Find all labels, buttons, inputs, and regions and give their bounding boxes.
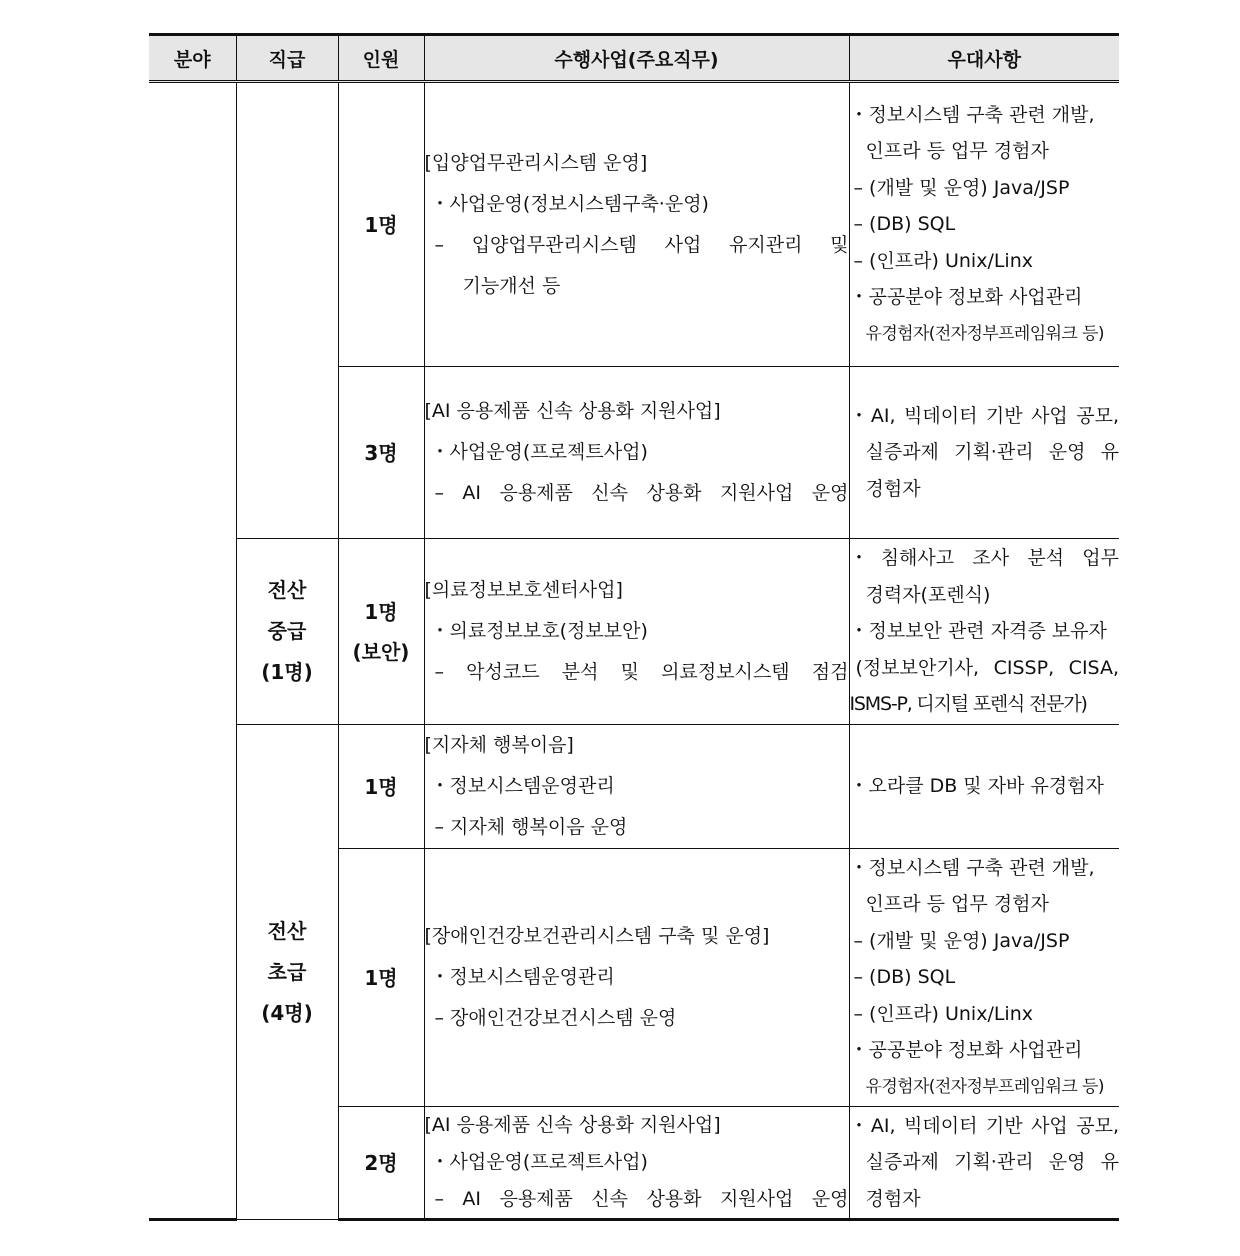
pref-line: ・침해사고 조사 분석 업무 (849, 547, 1119, 570)
count-value: 1명 (364, 965, 398, 990)
pref-line: 실증과제 기획·관리 운영 유 (865, 1151, 1119, 1174)
count-cell (338, 849, 424, 1107)
pref-line: 경험자 (865, 1187, 921, 1210)
preference-cell (849, 849, 1119, 1107)
pref-line: ・정보시스템 구축 관련 개발, (849, 103, 1095, 126)
duty-subitem: – AI 응용제품 신속 상용화 지원사업 운영 (434, 1188, 849, 1210)
grade-level: 중급 (267, 619, 307, 643)
header-count: 인원 (338, 35, 424, 82)
pref-line: ・공공분야 정보화 사업관리 (849, 286, 1083, 309)
pref-line: 유경험자(전자정부프레임워크 등) (865, 1076, 1104, 1097)
header-field: 분야 (149, 35, 236, 82)
duty-cell (424, 539, 849, 725)
duty-title: [장애인건강보건관리시스템 구축 및 운영] (424, 925, 770, 947)
grade-label: 전산 (267, 578, 307, 602)
duty-item: ・정보시스템운영관리 (430, 775, 615, 797)
duty-subitem: – 입양업무관리시스템 사업 유지관리 및 (434, 233, 849, 256)
table-row (149, 725, 1119, 849)
duty-item: ・정보시스템운영관리 (430, 966, 615, 988)
count-value: 1명 (364, 599, 398, 624)
count-cell (338, 82, 424, 367)
pref-line: – (개발 및 운영) Java/JSP (853, 176, 1070, 199)
pref-line: 인프라 등 업무 경험자 (865, 893, 1049, 916)
grade-count: (1명) (261, 660, 313, 684)
duty-title: [입양업무관리시스템 운영] (424, 151, 648, 174)
header-preference: 우대사항 (849, 35, 1119, 82)
duty-cell (424, 1107, 849, 1220)
recruitment-table (149, 33, 1119, 1221)
duty-cell (424, 725, 849, 849)
pref-line: ・정보시스템 구축 관련 개발, (849, 856, 1095, 879)
count-cell (338, 1107, 424, 1220)
duty-subitem-cont: 기능개선 등 (462, 274, 561, 297)
grade-cell-mid (236, 539, 338, 725)
table-row (149, 82, 1119, 367)
pref-line: ・정보보안 관련 자격증 보유자 (849, 620, 1107, 643)
pref-line: 경험자 (865, 477, 921, 500)
duty-title: [의료정보보호센터사업] (424, 579, 623, 601)
pref-line: 유경험자(전자정부프레임워크 등) (865, 323, 1104, 344)
pref-line: – (개발 및 운영) Java/JSP (853, 929, 1070, 952)
duty-cell (424, 849, 849, 1107)
duty-subitem: – AI 응용제품 신속 상용화 지원사업 운영 (434, 482, 849, 504)
pref-line: ・오라클 DB 및 자바 유경험자 (849, 775, 1104, 798)
duty-item: ・사업운영(프로젝트사업) (430, 1151, 648, 1173)
pref-line: (정보보안기사, CISSP, CISA, (855, 656, 1119, 679)
duty-item: ・사업운영(프로젝트사업) (430, 441, 648, 463)
count-note: (보안) (352, 639, 410, 664)
header-grade: 직급 (236, 35, 338, 82)
grade-level: 초급 (267, 959, 307, 984)
pref-line: ・AI, 빅데이터 기반 사업 공모, (849, 404, 1119, 427)
count-value: 1명 (364, 212, 398, 237)
duty-title: [지자체 행복이음] (424, 734, 574, 756)
header-row (149, 35, 1119, 82)
pref-line: 실증과제 기획·관리 운영 유 (865, 441, 1119, 464)
pref-line: 인프라 등 업무 경험자 (865, 140, 1049, 163)
duty-item: ・사업운영(정보시스템구축·운영) (430, 192, 709, 215)
duty-subitem: – 장애인건강보건시스템 운영 (434, 1007, 677, 1029)
grade-count: (4명) (261, 1000, 313, 1025)
duty-item: ・의료정보보호(정보보안) (430, 620, 648, 642)
count-cell (338, 539, 424, 725)
header-duty: 수행사업(주요직무) (424, 35, 849, 82)
field-cell (149, 82, 236, 1220)
preference-cell (849, 1107, 1119, 1220)
duty-cell (424, 82, 849, 367)
pref-line: ・공공분야 정보화 사업관리 (849, 1039, 1083, 1062)
table-row (149, 539, 1119, 725)
grade-cell-empty (236, 82, 338, 539)
count-cell (338, 725, 424, 849)
pref-line: 경력자(포렌식) (865, 583, 991, 606)
pref-line: ・AI, 빅데이터 기반 사업 공모, (849, 1114, 1119, 1137)
duty-subitem: – 지자체 행복이음 운영 (434, 816, 628, 838)
count-value: 1명 (364, 774, 398, 799)
duty-title: [AI 응용제품 신속 상용화 지원사업] (424, 1114, 721, 1136)
pref-line: – (인프라) Unix/Linx (853, 1002, 1033, 1025)
duty-title: [AI 응용제품 신속 상용화 지원사업] (424, 400, 721, 422)
pref-line: – (DB) SQL (853, 966, 956, 989)
preference-cell (849, 367, 1119, 539)
grade-label: 전산 (267, 918, 307, 943)
pref-line: – (DB) SQL (853, 213, 956, 236)
pref-line: – (인프라) Unix/Linx (853, 249, 1033, 272)
duty-cell (424, 367, 849, 539)
count-value: 3명 (364, 440, 398, 465)
grade-cell-junior (236, 725, 338, 1220)
preference-cell (849, 725, 1119, 849)
count-cell (338, 367, 424, 539)
pref-line: ISMS-P, 디지털 포렌식 전문가) (849, 693, 1087, 716)
count-value: 2명 (364, 1150, 398, 1175)
preference-cell (849, 539, 1119, 725)
preference-cell (849, 82, 1119, 367)
duty-subitem: – 악성코드 분석 및 의료정보시스템 점검 (434, 661, 849, 683)
